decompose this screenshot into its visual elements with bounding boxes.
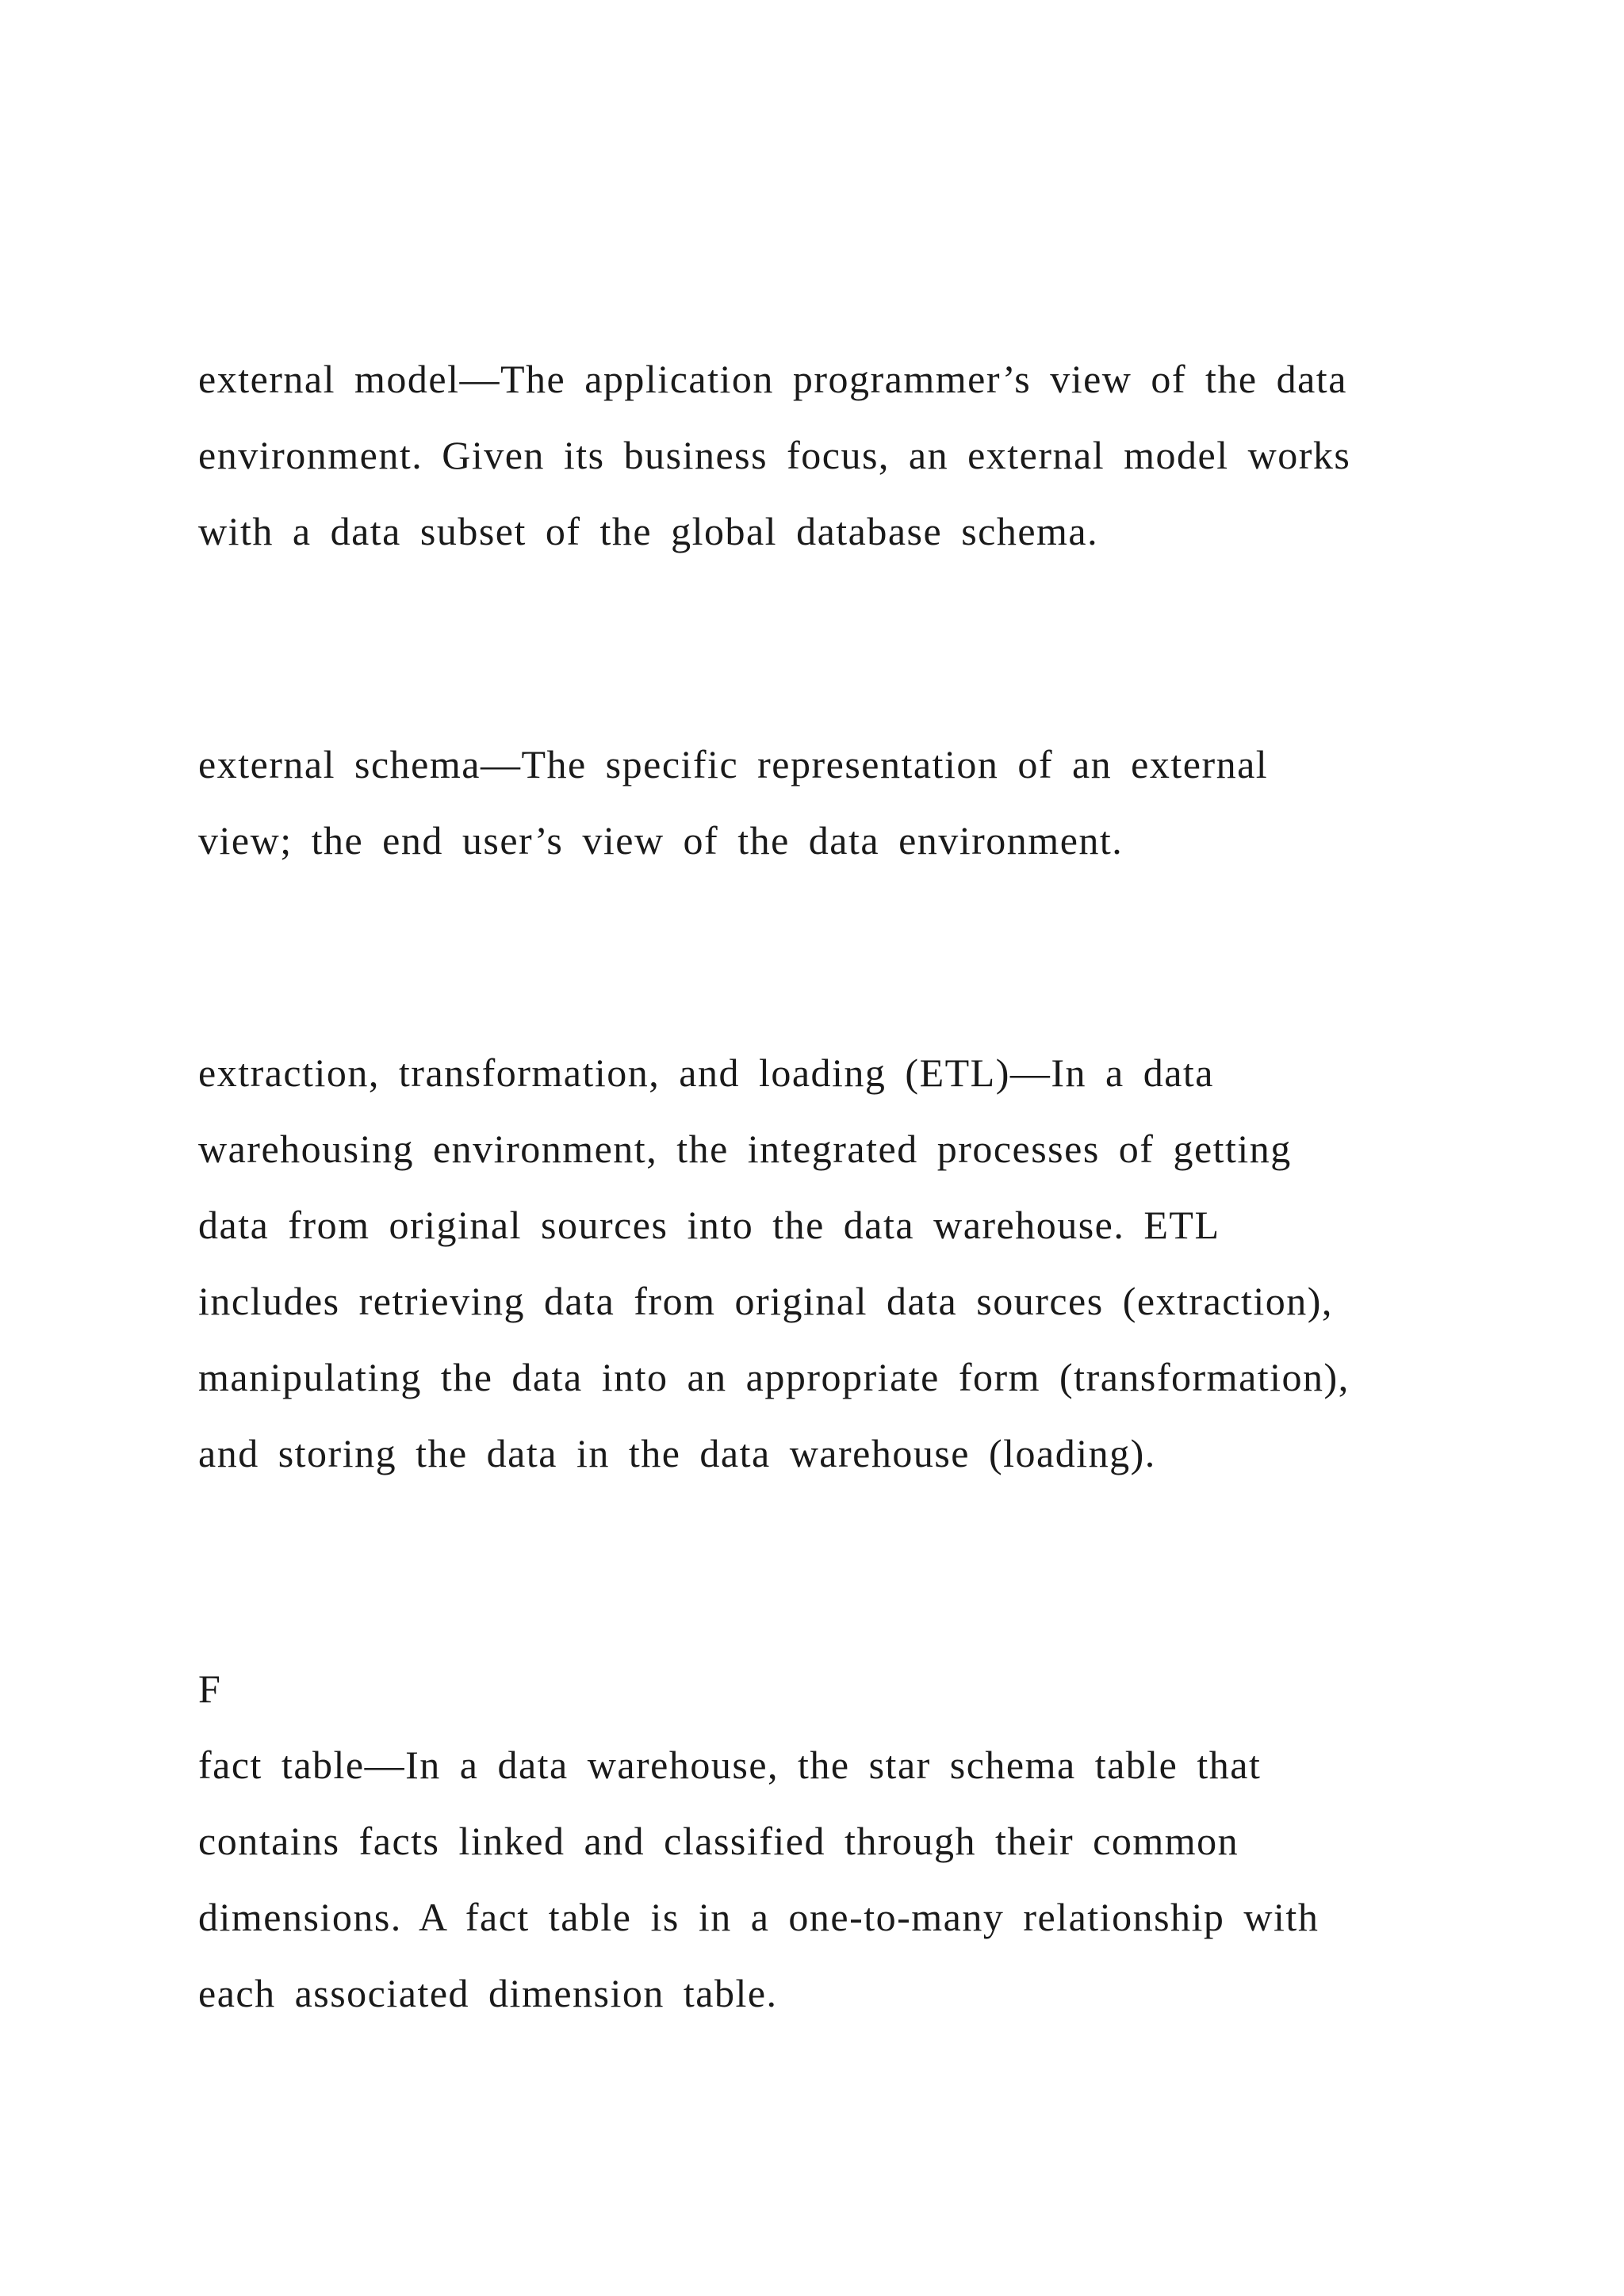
entry-line: dimensions. A fact table is in a one-to-many relationship with xyxy=(198,1895,1320,1939)
entry-line: includes retrieving data from original data sources (extraction), xyxy=(198,1279,1333,1323)
section-letter-heading xyxy=(198,1651,1435,1727)
entry-line: view; the end user’s view of the data environment. xyxy=(198,818,1124,863)
entry-line: each associated dimension table. xyxy=(198,1971,778,2015)
entry-line: data from original sources into the data warehouse. ETL xyxy=(198,1203,1220,1247)
glossary-entry-fact-table xyxy=(198,1727,1435,2031)
glossary-entry-external-model xyxy=(198,341,1435,569)
entry-line: external schema—The specific representation of an external xyxy=(198,742,1269,786)
glossary-entry-external-schema xyxy=(198,726,1435,878)
entry-line: manipulating the data into an appropriate form (transformation), xyxy=(198,1355,1350,1399)
entry-line: and storing the data in the data warehouse (loading). xyxy=(198,1431,1156,1475)
section-letter: F xyxy=(198,1667,222,1711)
entry-line: extraction, transformation, and loading (ETL)—In a data xyxy=(198,1050,1214,1095)
entry-line: contains facts linked and classified through their common xyxy=(198,1819,1239,1863)
entry-line: external model—The application programmer’s view of the data xyxy=(198,357,1347,401)
entry-line: warehousing environment, the integrated processes of getting xyxy=(198,1127,1292,1171)
glossary-entry-etl xyxy=(198,1035,1435,1491)
entry-line: fact table—In a data warehouse, the star schema table that xyxy=(198,1743,1262,1787)
entry-line: environment. Given its business focus, an external model works xyxy=(198,433,1351,477)
entry-line: with a data subset of the global database schema. xyxy=(198,509,1099,553)
